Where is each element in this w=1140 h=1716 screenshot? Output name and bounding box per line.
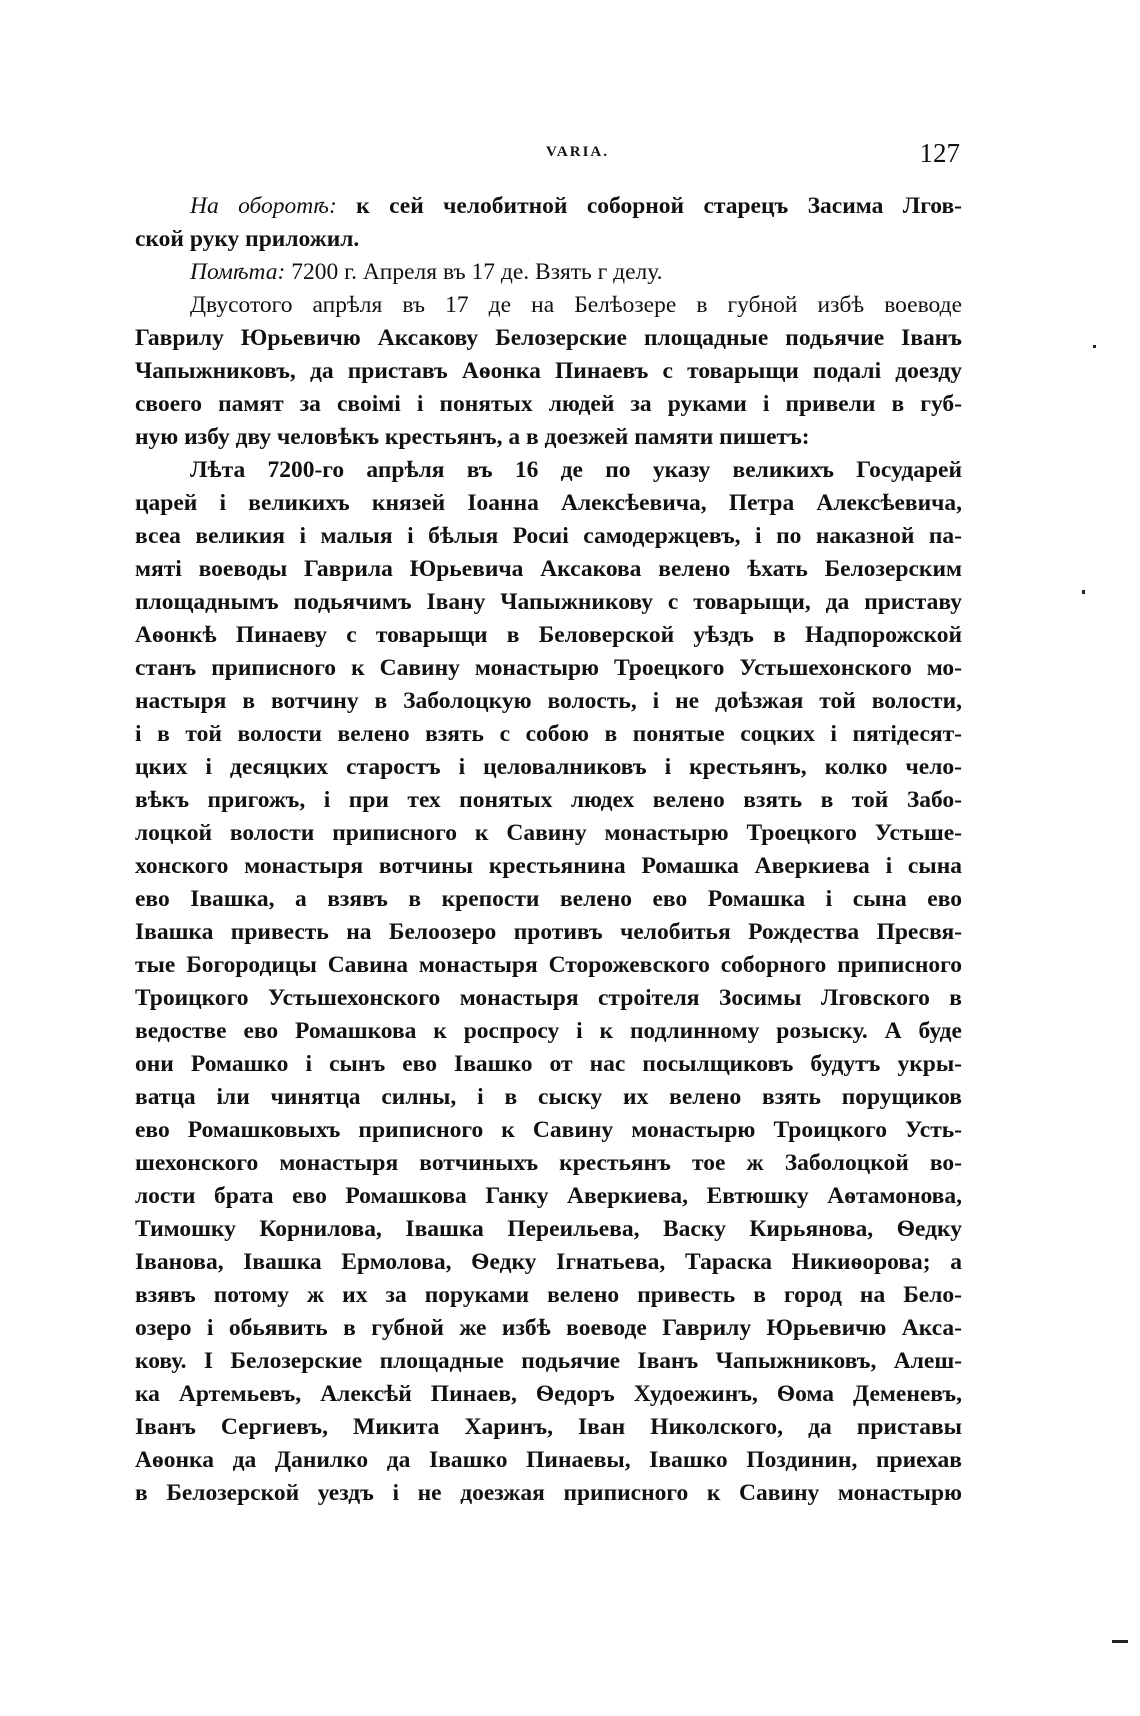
- text-line: озеро і обьявить в губной же избѣ воеводе Гаврилу Юрьевичю Акса-: [135, 1315, 962, 1341]
- text-line: мяті воеводы Гаврила Юрьевича Аксакова велено ѣхать Белозерским: [135, 556, 962, 582]
- running-title: VARIA.: [546, 144, 609, 160]
- endorsement-label: На оборотѣ:: [190, 193, 337, 219]
- text-line: [135, 256, 962, 289]
- text-line: [135, 190, 962, 223]
- text-line: ево Ромашковыхъ приписного к Савину монастырю Троицкого Усть-: [135, 1117, 962, 1143]
- text-line: Чапыжниковъ, да приставъ Аѳонка Пинаевъ с товарыщи подалі доезду: [135, 358, 962, 384]
- endorsement-text: к сей челобитной соборной старецъ Засима Лгов-: [336, 193, 962, 219]
- text-line: всеа великия і малыя і бѣлыя Росиі самодержцевъ, і по наказной па-: [135, 523, 962, 549]
- text-line: тые Богородицы Савина монастыря Сторожевского соборного приписного: [135, 952, 962, 978]
- text-line: ка Артемьевъ, Алексѣй Пинаев, Ѳедоръ Худоежинъ, Ѳома Деменевъ,: [135, 1381, 962, 1407]
- text-line: Гаврилу Юрьевичю Аксакову Белозерские площадные подьячие Іванъ: [135, 325, 962, 351]
- text-line: Івашка привесть на Белоозеро противъ челобитья Рождества Пресвя-: [135, 919, 962, 945]
- text-line: Тимошку Корнилова, Івашка Переильева, Васку Кирьянова, Ѳедку: [135, 1216, 962, 1242]
- text-line: ево Івашка, а взявъ в крепости велено ево Ромашка і сына ево: [135, 886, 962, 912]
- text-line: в Белозерской уездъ і не доезжая приписного к Савину монастырю: [135, 1480, 962, 1506]
- text-line: ской руку приложил.: [135, 226, 360, 252]
- text-line: лоцкой волости приписного к Савину монастырю Троецкого Устьше-: [135, 820, 962, 846]
- margin-speck: [1082, 590, 1085, 594]
- text-line: Іванова, Івашка Ермолова, Ѳедку Ігнатьева, Тараска Никиѳорова; а: [135, 1249, 962, 1275]
- text-line: Двусотого апрѣля въ 17 де на Белѣозере в губной избѣ воеводе: [190, 292, 962, 318]
- page-number: 127: [919, 138, 960, 168]
- text-line: хонского монастыря вотчины крестьянина Ромашка Аверкиева і сына: [135, 853, 962, 879]
- text-line: шехонского монастыря вотчиныхъ крестьянъ тое ж Заболоцкой во-: [135, 1150, 962, 1176]
- text-line: Аѳонкѣ Пинаеву с товарыщи в Беловерской уѣздъ в Надпорожской: [135, 622, 962, 648]
- text-line: Троицкого Устьшехонского монастыря строітеля Зосимы Лговского в: [135, 985, 962, 1011]
- text-line: взявъ потому ж их за поруками велено привесть в город на Бело-: [135, 1282, 962, 1308]
- text-line: цких і десяцких старостъ і целовалниковъ і крестьянъ, колко чело-: [135, 754, 962, 780]
- text-line: Лѣта 7200-го апрѣля въ 16 де по указу великихъ Государей: [190, 457, 962, 483]
- margin-dash: [1112, 1640, 1128, 1643]
- text-line: ватца іли чинятца силны, і в сыску их велено взять порущиков: [135, 1084, 962, 1110]
- text-line: кову. І Белозерские площадные подьячие Іванъ Чапыжниковъ, Алеш-: [135, 1348, 962, 1374]
- text-line: вѣкъ пригожъ, і при тех понятых людех велено взять в той Забо-: [135, 787, 962, 813]
- text-line: они Ромашко і сынъ ево Івашко от нас посылщиковъ будутъ укры-: [135, 1051, 962, 1077]
- text-line: Аѳонка да Данилко да Івашко Пинаевы, Івашко Поздинин, приехав: [135, 1447, 962, 1473]
- text-line: ную избу дву человѣкъ крестьянъ, а в доезжей памяти пишетъ:: [135, 424, 810, 450]
- note-text: 7200 г. Апреля въ 17 де. Взять г делу.: [285, 259, 663, 285]
- text-line: Іванъ Сергиевъ, Микита Харинъ, Іван Николского, да приставы: [135, 1414, 962, 1440]
- text-line: і в той волости велено взять с собою в понятые соцких і пятідесят-: [135, 721, 962, 747]
- margin-speck: [1093, 345, 1096, 348]
- text-line: ведостве ево Ромашкова к роспросу і к подлинному розыску. А буде: [135, 1018, 962, 1044]
- body-text: [135, 190, 962, 1510]
- running-head: [195, 138, 960, 172]
- text-line: станъ приписного к Савину монастырю Троецкого Устьшехонского мо-: [135, 655, 962, 681]
- text-line: лости брата ево Ромашкова Ганку Аверкиева, Евтюшку Аѳтамонова,: [135, 1183, 962, 1209]
- text-line: своего памят за своімі і понятых людей за руками і привели в губ-: [135, 391, 962, 417]
- text-line: царей і великихъ князей Іоанна Алексѣевича, Петра Алексѣевича,: [135, 490, 962, 516]
- text-line: настыря в вотчину в Заболоцкую волость, і не доѣзжая той волости,: [135, 688, 962, 714]
- note-label: Помѣта:: [190, 259, 286, 285]
- text-line: площаднымъ подьячимъ Івану Чапыжникову с товарыщи, да приставу: [135, 589, 962, 615]
